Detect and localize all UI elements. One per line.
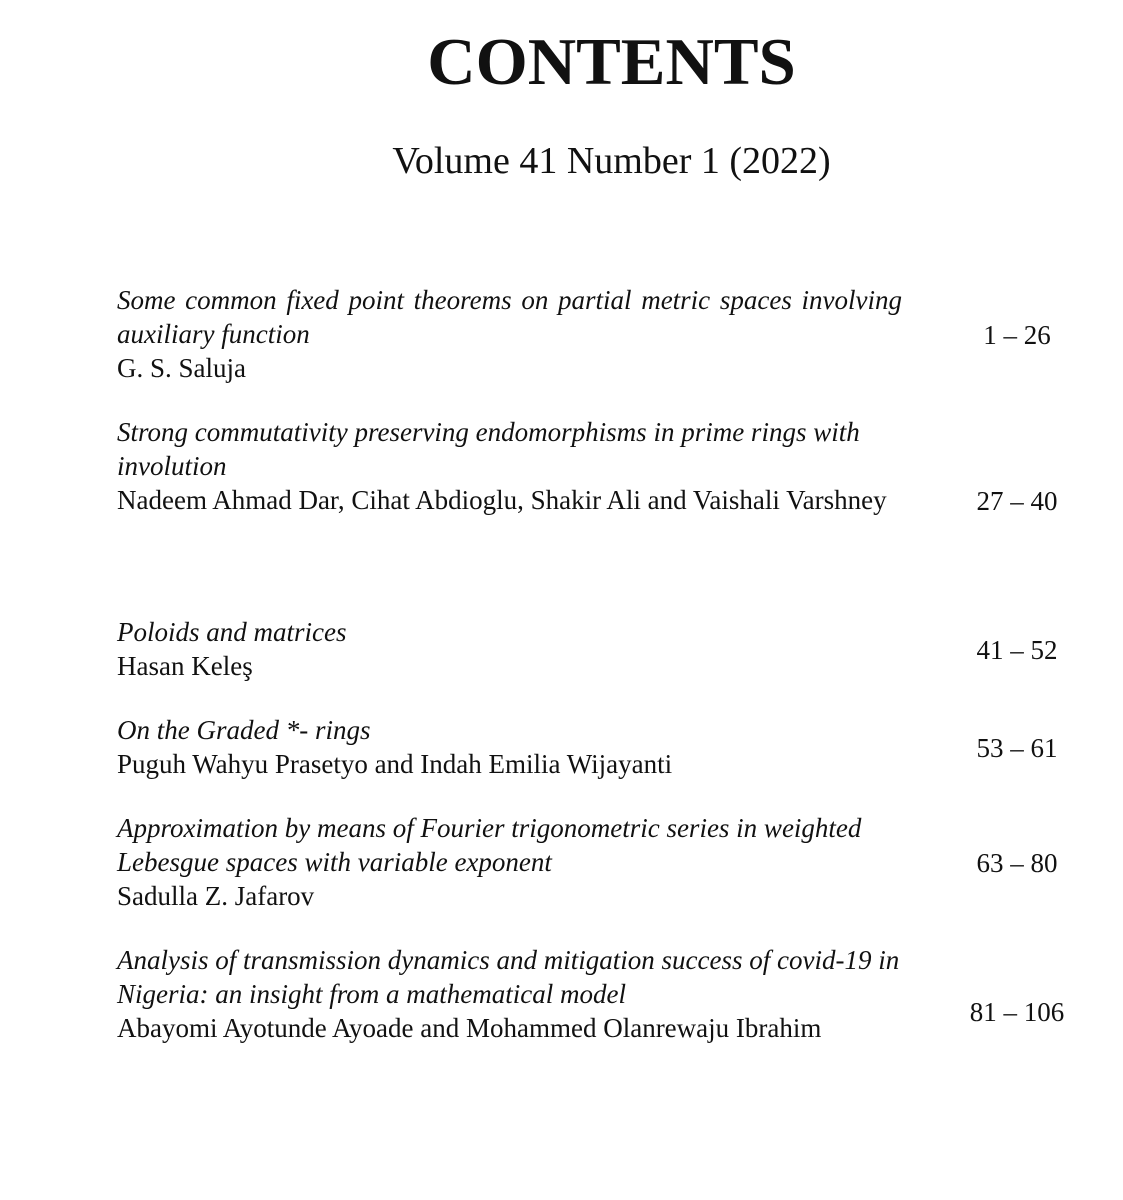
page-title: CONTENTS bbox=[427, 25, 796, 99]
contents-entry bbox=[117, 283, 1077, 385]
page-range: 81 – 106 bbox=[969, 997, 1065, 1027]
contents-entry bbox=[117, 713, 1077, 781]
article-authors: Abayomi Ayotunde Ayoade and Mohammed Olanrewaju Ibrahim bbox=[117, 1013, 822, 1043]
article-authors: Hasan Keleş bbox=[117, 651, 253, 681]
page-range: 27 – 40 bbox=[976, 486, 1058, 516]
contents-entry bbox=[117, 943, 1077, 1045]
article-title[interactable]: Some common fixed point theorems on partial metric spaces involving auxiliary function bbox=[117, 285, 902, 349]
article-authors: Puguh Wahyu Prasetyo and Indah Emilia Wijayanti bbox=[117, 749, 673, 779]
entry-text bbox=[117, 713, 902, 781]
entry-text bbox=[117, 615, 902, 683]
page-range: 63 – 80 bbox=[976, 848, 1058, 878]
article-title[interactable]: Approximation by means of Fourier trigonometric series in weighted Lebesgue spaces with variable exponent bbox=[117, 813, 862, 877]
contents-entry bbox=[117, 811, 1077, 913]
entry-text bbox=[117, 943, 902, 1045]
entry-text bbox=[117, 415, 902, 517]
article-title[interactable]: Strong commutativity preserving endomorphisms in prime rings with involution bbox=[117, 417, 860, 481]
contents-entry bbox=[117, 615, 1077, 683]
entry-text bbox=[117, 283, 902, 385]
article-title[interactable]: Poloids and matrices bbox=[117, 617, 347, 647]
volume-issue-line: Volume 41 Number 1 (2022) bbox=[392, 140, 831, 182]
article-authors: G. S. Saluja bbox=[117, 353, 247, 383]
page-range: 53 – 61 bbox=[976, 733, 1058, 763]
page-range: 41 – 52 bbox=[976, 635, 1058, 665]
contents-entry bbox=[117, 415, 1077, 517]
article-title[interactable]: Analysis of transmission dynamics and mitigation success of covid-19 in Nigeria: an insight from a mathematical model bbox=[117, 945, 900, 1009]
page-range: 1 – 26 bbox=[983, 320, 1051, 350]
article-authors: Sadulla Z. Jafarov bbox=[117, 881, 315, 911]
article-authors: Nadeem Ahmad Dar, Cihat Abdioglu, Shakir Ali and Vaishali Varshney bbox=[117, 485, 887, 515]
article-title[interactable]: On the Graded *- rings bbox=[117, 715, 371, 745]
entry-text bbox=[117, 811, 902, 913]
